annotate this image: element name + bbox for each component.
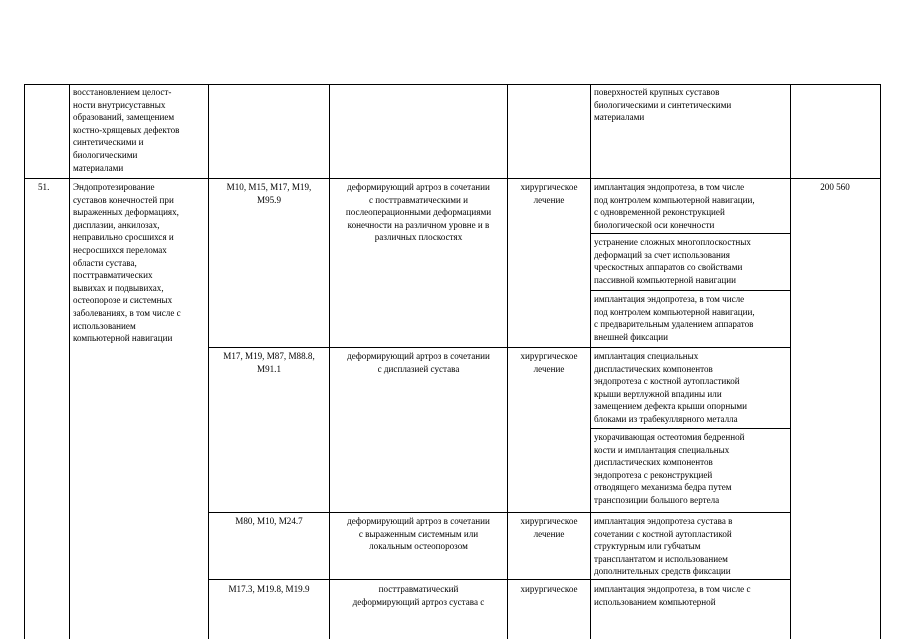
method-divider bbox=[590, 428, 790, 429]
col-divider bbox=[507, 84, 508, 639]
cell-method: укорачивающая остеотомия бедренной кости и имплантация специальных диспластических компонентов эндопротеза с реконструкцией отводящего механизма бедра путем транспозиции большого вертела bbox=[594, 432, 745, 505]
cell-codes: M17, M19, M87, M88.8, M91.1 bbox=[223, 351, 315, 374]
cell-method: имплантация специальных диспластических компонентов эндопротеза с костной аутопластикой крыши вертлужной впадины или замещением дефекта крыши опорными блоками из трабекуллярного металла bbox=[594, 351, 747, 424]
group-divider bbox=[208, 579, 790, 580]
cell-codes: M17.3, M19.8, M19.9 bbox=[228, 584, 310, 594]
cell-top-method: поверхностей крупных суставов биологическими и синтетическими материалами bbox=[594, 87, 732, 123]
row-number: 51. bbox=[38, 182, 50, 192]
cell-model: посттравматический деформирующий артроз сустава с bbox=[352, 584, 485, 607]
cell-model: деформирующий артроз в сочетании с выраженным системным или локальным остеопорозом bbox=[347, 516, 490, 552]
col-divider bbox=[329, 84, 330, 639]
cell-method: устранение сложных многоплоскостных деформаций за счет использования чрескостных аппаратов со свойствами пассивной компьютерной навигации bbox=[594, 237, 751, 285]
cell-codes: M10, M15, M17, M19, M95.9 bbox=[226, 182, 312, 205]
cell-model: деформирующий артроз в сочетании с посттравматическими и послеоперационными деформациями конечности на различном уровне и в различных плоскостях bbox=[345, 182, 492, 243]
cell-model: деформирующий артроз в сочетании с дисплазией сустава bbox=[347, 351, 490, 374]
table-border-right bbox=[880, 84, 881, 639]
cell-method: имплантация эндопротеза, в том числе с использованием компьютерной bbox=[594, 584, 751, 607]
cell-treatment: хирургическое лечение bbox=[520, 182, 578, 205]
col-divider bbox=[208, 84, 209, 639]
cell-codes: M80, M10, M24.7 bbox=[235, 516, 303, 526]
group-divider bbox=[208, 347, 790, 348]
cell-method: имплантация эндопротеза, в том числе под контролем компьютерной навигации, с предварительным удалением аппаратов внешней фиксации bbox=[594, 294, 755, 342]
row-divider-51 bbox=[24, 178, 881, 179]
method-divider bbox=[590, 290, 790, 291]
group-divider bbox=[208, 512, 790, 513]
table-border-top bbox=[24, 84, 881, 85]
cell-cost: 200 560 bbox=[820, 182, 850, 192]
cell-treatment: хирургическое лечение bbox=[520, 351, 578, 374]
cell-name: Эндопротезирование суставов конечностей при выраженных деформациях, дисплазии, анкилозах, неправильно сросшихся и несросшихся переломах области сустава, посттравматических вывихах и подвывихах, остеопорозе и системных заболеваниях, в том числе с использованием компьютерной навигации bbox=[73, 182, 181, 344]
cell-method: имплантация эндопротеза сустава в сочетании с костной аутопластикой структурным или губчатым трансплантатом и использованием дополнительных средств фиксации bbox=[594, 516, 733, 577]
col-divider bbox=[69, 84, 70, 639]
cell-treatment: хирургическое bbox=[520, 584, 578, 594]
cell-treatment: хирургическое лечение bbox=[520, 516, 578, 539]
cell-top-name: восстановлением целост- ности внутрисуставных образований, замещением костно-хрящевых дефектов синтетическими и биологическими материалами bbox=[73, 87, 180, 173]
col-divider bbox=[590, 84, 591, 639]
cell-method: имплантация эндопротеза, в том числе под контролем компьютерной навигации, с одновременной реконструкцией биологической оси конечности bbox=[594, 182, 755, 230]
col-divider bbox=[790, 84, 791, 639]
table-border-left bbox=[24, 84, 25, 639]
method-divider bbox=[590, 233, 790, 234]
